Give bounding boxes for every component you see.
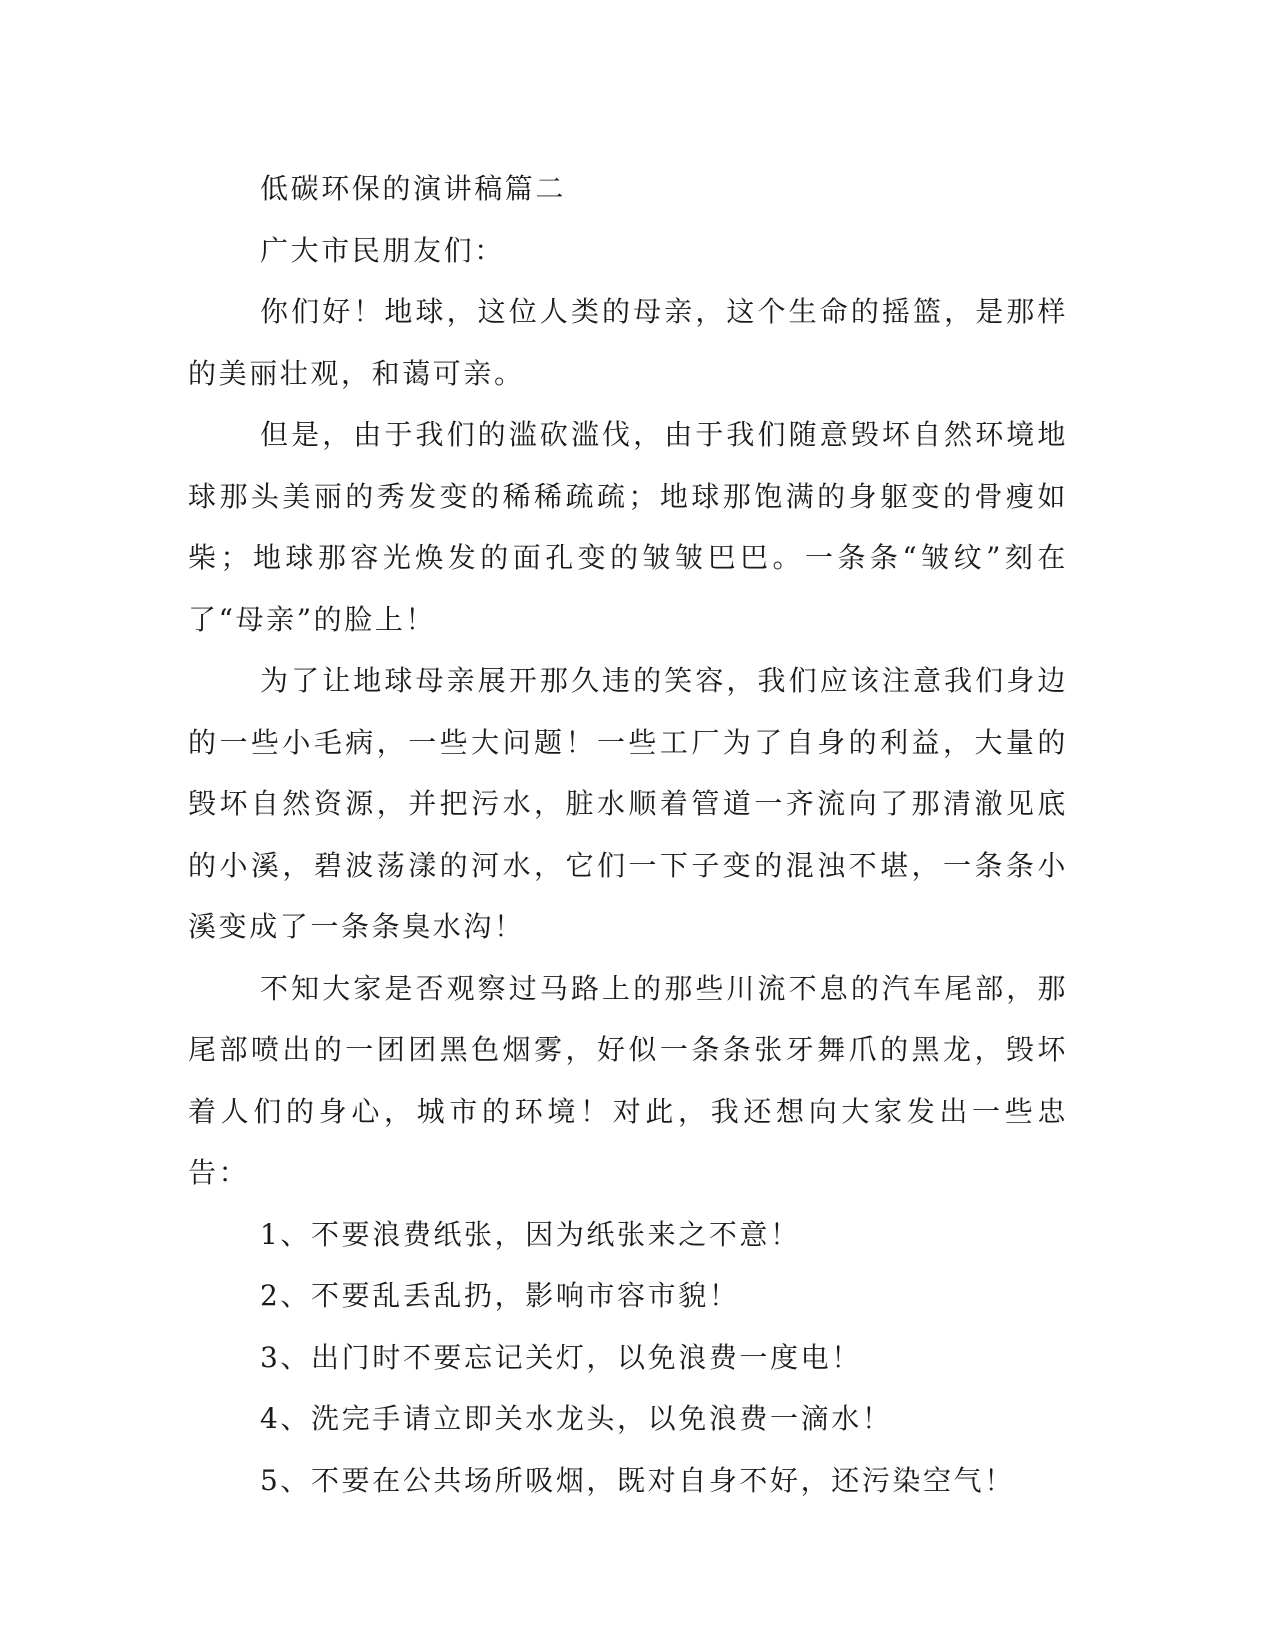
document-title: 低碳环保的演讲稿篇二 <box>260 172 567 205</box>
paragraph-greeting: 你们好！地球，这位人类的母亲，这个生命的摇篮，是那样的美丽壮观，和蔼可亲。 <box>188 295 1068 390</box>
list-item: 4、洗完手请立即关水龙头，以免浪费一滴水！ <box>260 1402 893 1435</box>
list-item: 5、不要在公共场所吸烟，既对自身不好，还污染空气！ <box>260 1463 1015 1497</box>
paragraph-exhaust: 不知大家是否观察过马路上的那些川流不息的汽车尾部，那尾部喷出的一团团黑色烟雾，好似一条条张牙舞爪的黑龙，毁坏着人们的身心，城市的环境！对此，我还想向大家发出一些忠告： <box>188 971 1068 1189</box>
paragraph-pollution: 为了让地球母亲展开那久违的笑容，我们应该注意我们身边的一些小毛病，一些大问题！一些工厂为了自身的利益，大量的毁坏自然资源，并把污水，脏水顺着管道一齐流向了那清澈见底的小溪，碧波荡漾的河水，它们一下子变的混浊不堪，一条条小溪变成了一条条臭水沟！ <box>188 664 1068 943</box>
list-item: 1、不要浪费纸张，因为纸张来之不意！ <box>260 1217 801 1251</box>
salutation: 广大市民朋友们： <box>260 233 505 267</box>
list-item: 2、不要乱丢乱扔，影响市容市貌！ <box>260 1279 740 1312</box>
document-body <box>188 158 1068 1511</box>
paragraph-damage: 但是，由于我们的滥砍滥伐，由于我们随意毁坏自然环境地球那头美丽的秀发变的稀稀疏疏；地球那饱满的身躯变的骨瘦如柴；地球那容光焕发的面孔变的皱皱巴巴。一条条“皱纹”刻在了“母亲”的脸上！ <box>188 418 1068 636</box>
list-item: 3、出门时不要忘记关灯，以免浪费一度电！ <box>260 1340 862 1374</box>
